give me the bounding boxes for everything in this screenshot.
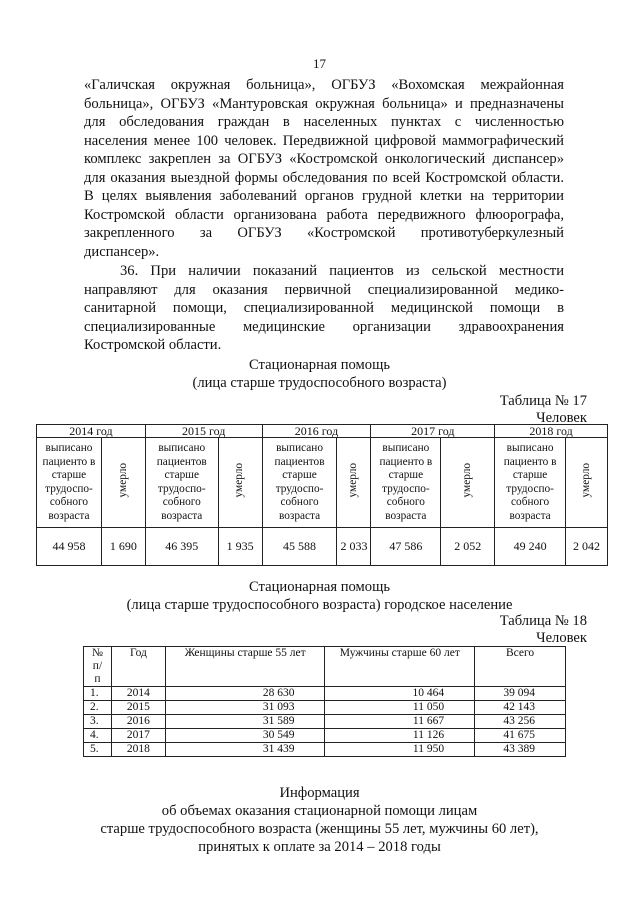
table18-unit: Человек (536, 630, 587, 646)
header-cell: № п/п (84, 647, 112, 687)
died-header: умерло (101, 438, 145, 528)
text-line: закрепленного за ОГБУЗ «Костромской противотуберкулезный (84, 225, 564, 241)
table18-label: Таблица № 18 (499, 613, 587, 629)
paragraph-2 (84, 262, 564, 355)
table-row (84, 715, 566, 729)
total-cell: 43 389 (475, 743, 566, 757)
died-header: умерло (441, 438, 495, 528)
info-line: принятых к оплате за 2014 – 2018 годы (198, 839, 441, 855)
table17-title: Стационарная помощь (249, 357, 390, 373)
discharged-header: выписано пациентов старше трудоспо-собного возраста (262, 438, 337, 528)
table17-subtitle: (лица старше трудоспособного возраста) (192, 375, 447, 391)
year-cell: 2018 (111, 743, 165, 757)
year-row (37, 425, 608, 438)
row-number: 1. (84, 687, 112, 701)
year-header: 2015 год (145, 425, 262, 438)
text-line: специализированные медицинские организации здравоохранения (84, 318, 564, 335)
text-line: для обследования граждан в населенных пунктах с численностью (84, 114, 564, 130)
text-line: диспансер». (84, 243, 160, 260)
header-cell: Год (111, 647, 165, 687)
text-line: В целях выявления заболеваний органов грудной клетки на территории (84, 188, 564, 204)
men-cell: 11 950 (325, 743, 475, 757)
text-line: для оказания выездной формы обследования по всей Костромской области. (84, 169, 564, 186)
value-row (37, 528, 608, 566)
total-cell: 39 094 (475, 687, 566, 701)
died-header: умерло (218, 438, 262, 528)
table-row (84, 729, 566, 743)
died-value: 1 935 (218, 528, 262, 566)
discharged-value: 49 240 (495, 528, 566, 566)
discharged-header: выписано пациентов старше трудоспо-собного возраста (145, 438, 218, 528)
died-header: умерло (566, 438, 608, 528)
table17-unit: Человек (536, 410, 587, 426)
died-value: 2 033 (337, 528, 371, 566)
discharged-value: 46 395 (145, 528, 218, 566)
table-18 (83, 646, 566, 757)
text-line: больница», ОГБУЗ «Мантуровская окружная больница» и предназначены (84, 95, 564, 112)
row-number: 2. (84, 701, 112, 715)
text-line: комплекс закреплен за ОГБУЗ «Костромской онкологический диспансер» (84, 151, 564, 167)
info-title: Информация (279, 785, 360, 801)
paragraph-1 (84, 76, 564, 261)
women-cell: 31 093 (165, 701, 325, 715)
text-line: Костромской области. (84, 337, 222, 353)
table18-subtitle: (лица старше трудоспособного возраста) городское население (126, 597, 513, 613)
text-line: «Галичская окружная больница», ОГБУЗ «Вохомская межрайонная (84, 77, 564, 93)
women-cell: 28 630 (165, 687, 325, 701)
died-value: 2 042 (566, 528, 608, 566)
year-header: 2018 год (495, 425, 608, 438)
info-line: об объемах оказания стационарной помощи лицам (161, 803, 478, 819)
info-line: старше трудоспособного возраста (женщины 55 лет, мужчины 60 лет), (100, 821, 539, 837)
header-row (84, 647, 566, 687)
died-value: 1 690 (101, 528, 145, 566)
year-cell: 2015 (111, 701, 165, 715)
table-row (84, 687, 566, 701)
men-cell: 11 050 (325, 701, 475, 715)
text-line: 36. При наличии показаний пациентов из сельской местности (120, 263, 564, 279)
table18-title: Стационарная помощь (249, 579, 390, 595)
women-cell: 31 589 (165, 715, 325, 729)
header-cell: Всего (475, 647, 566, 687)
died-header: умерло (337, 438, 371, 528)
women-cell: 30 549 (165, 729, 325, 743)
discharged-header: выписано пациенто в старше трудоспо-собного возраста (371, 438, 441, 528)
discharged-value: 47 586 (371, 528, 441, 566)
total-cell: 42 143 (475, 701, 566, 715)
page-number: 17 (313, 56, 326, 71)
total-cell: 41 675 (475, 729, 566, 743)
header-cell: Мужчины старше 60 лет (325, 647, 475, 687)
died-value: 2 052 (441, 528, 495, 566)
table17-label: Таблица № 17 (499, 393, 587, 409)
table-row (84, 743, 566, 757)
year-cell: 2017 (111, 729, 165, 743)
men-cell: 11 126 (325, 729, 475, 743)
women-cell: 31 439 (165, 743, 325, 757)
text-line: санитарной помощи, специализированной медицинской помощи в (84, 300, 564, 316)
text-line: Костромской области организована работа передвижного флюорографа, (84, 206, 564, 223)
table-row (84, 701, 566, 715)
row-number: 3. (84, 715, 112, 729)
row-number: 4. (84, 729, 112, 743)
header-cell: Женщины старше 55 лет (165, 647, 325, 687)
text-line: населения менее 100 человек. Передвижной цифровой маммографический (84, 132, 564, 149)
column-header-row (37, 438, 608, 528)
year-header: 2016 год (262, 425, 371, 438)
table-17 (36, 424, 608, 566)
men-cell: 11 667 (325, 715, 475, 729)
year-header: 2014 год (37, 425, 146, 438)
year-header: 2017 год (371, 425, 495, 438)
year-cell: 2014 (111, 687, 165, 701)
row-number: 5. (84, 743, 112, 757)
discharged-header: выписано пациенто в старше трудоспо-собного возраста (37, 438, 102, 528)
total-cell: 43 256 (475, 715, 566, 729)
discharged-header: выписано пациенто в старше трудоспо-собного возраста (495, 438, 566, 528)
text-line: направляют для оказания первичной специализированной медико- (84, 281, 564, 298)
men-cell: 10 464 (325, 687, 475, 701)
year-cell: 2016 (111, 715, 165, 729)
discharged-value: 44 958 (37, 528, 102, 566)
discharged-value: 45 588 (262, 528, 337, 566)
